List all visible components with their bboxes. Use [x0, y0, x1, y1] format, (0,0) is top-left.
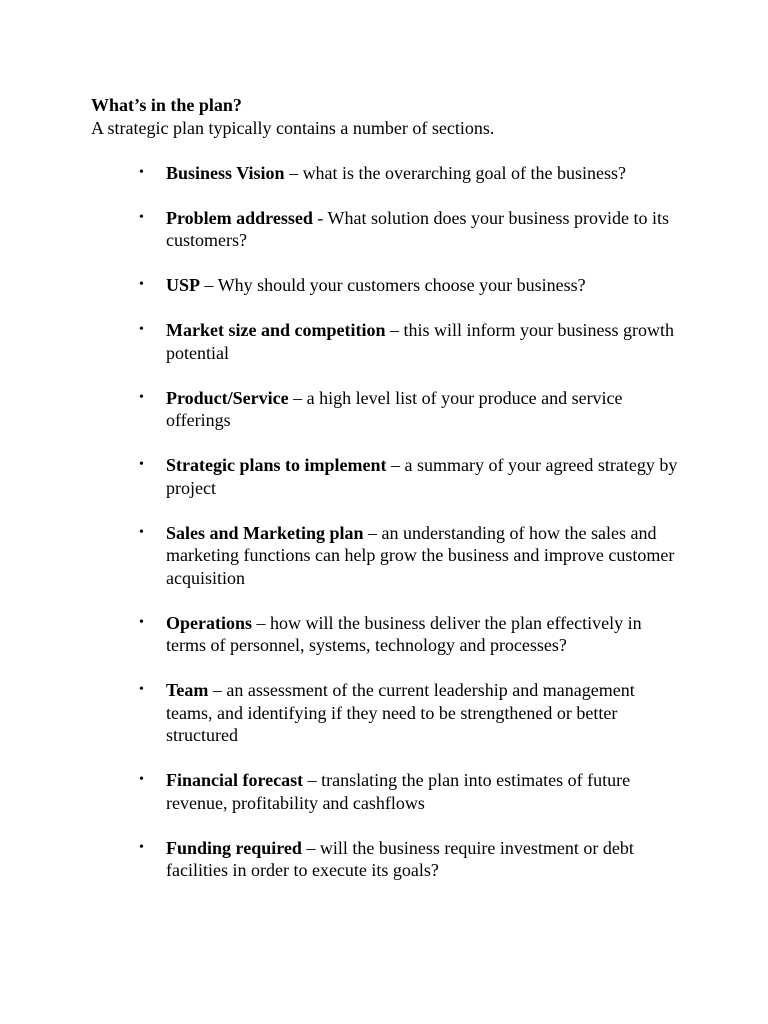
list-item-term: Team — [166, 680, 209, 700]
list-item-term: Business Vision — [166, 162, 285, 183]
list-item-text: – this will inform your business growth potential — [166, 320, 674, 363]
list-item-text: – will the business require investment or debt facilities in order to execute its goals? — [166, 837, 634, 880]
bullet-icon: • — [139, 209, 144, 225]
list-item-term: Problem addressed — [166, 207, 313, 228]
bullet-icon: • — [139, 164, 144, 180]
bullet-icon: • — [139, 682, 144, 697]
list-item-product-service — [91, 387, 681, 432]
list-item-text: – Why should your customers choose your business? — [200, 275, 586, 295]
bullet-icon: • — [139, 322, 144, 337]
list-item-operations — [91, 612, 681, 657]
bullet-icon: • — [139, 614, 144, 630]
list-item-text: – an understanding of how the sales and marketing functions can help grow the business and improve customer acquisition — [166, 522, 675, 588]
bullet-icon: • — [139, 277, 144, 292]
list-item-text: – an assessment of the current leadership and management teams, and identifying if they need to be strengthened or better structured — [166, 680, 635, 745]
list-item-term: Sales and Marketing plan — [166, 522, 364, 543]
document-content — [91, 94, 691, 904]
bullet-icon: • — [139, 839, 144, 855]
list-item-strategic-plans — [91, 454, 681, 499]
list-item-term: Financial forecast — [166, 770, 304, 790]
list-item-usp — [91, 274, 681, 297]
list-item-term: USP — [166, 275, 201, 295]
list-item-text: – what is the overarching goal of the business? — [284, 162, 626, 183]
bullet-icon: • — [139, 524, 144, 540]
list-item-text: - What solution does your business provide to its customers? — [166, 207, 669, 250]
list-item-team — [91, 679, 681, 747]
list-item-sales-marketing — [91, 522, 681, 590]
list-item-term: Market size and competition — [166, 320, 386, 340]
list-item-funding-required — [91, 837, 681, 882]
list-item-financial-forecast — [91, 769, 681, 814]
list-item-term: Product/Service — [166, 387, 289, 408]
list-item-text: – a summary of your agreed strategy by project — [166, 455, 678, 498]
section-heading: What’s in the plan? — [91, 95, 242, 115]
list-item-text: – a high level list of your produce and service offerings — [166, 387, 623, 430]
list-item-problem-addressed — [91, 207, 681, 252]
list-item-text: – how will the business deliver the plan effectively in terms of personnel, systems, technology and processes? — [166, 612, 642, 655]
list-item-term: Strategic plans to implement — [166, 455, 387, 475]
sections-list — [91, 162, 691, 882]
list-item-term: Funding required — [166, 837, 302, 858]
bullet-icon: • — [139, 457, 144, 472]
list-item-text: – translating the plan into estimates of future revenue, profitability and cashflows — [166, 770, 631, 813]
bullet-icon: • — [139, 772, 144, 787]
list-item-market-size — [91, 319, 681, 364]
list-item-term: Operations — [166, 612, 253, 633]
intro-paragraph: A strategic plan typically contains a number of sections. — [91, 117, 495, 138]
list-item-business-vision — [91, 162, 681, 185]
bullet-icon: • — [139, 389, 144, 405]
